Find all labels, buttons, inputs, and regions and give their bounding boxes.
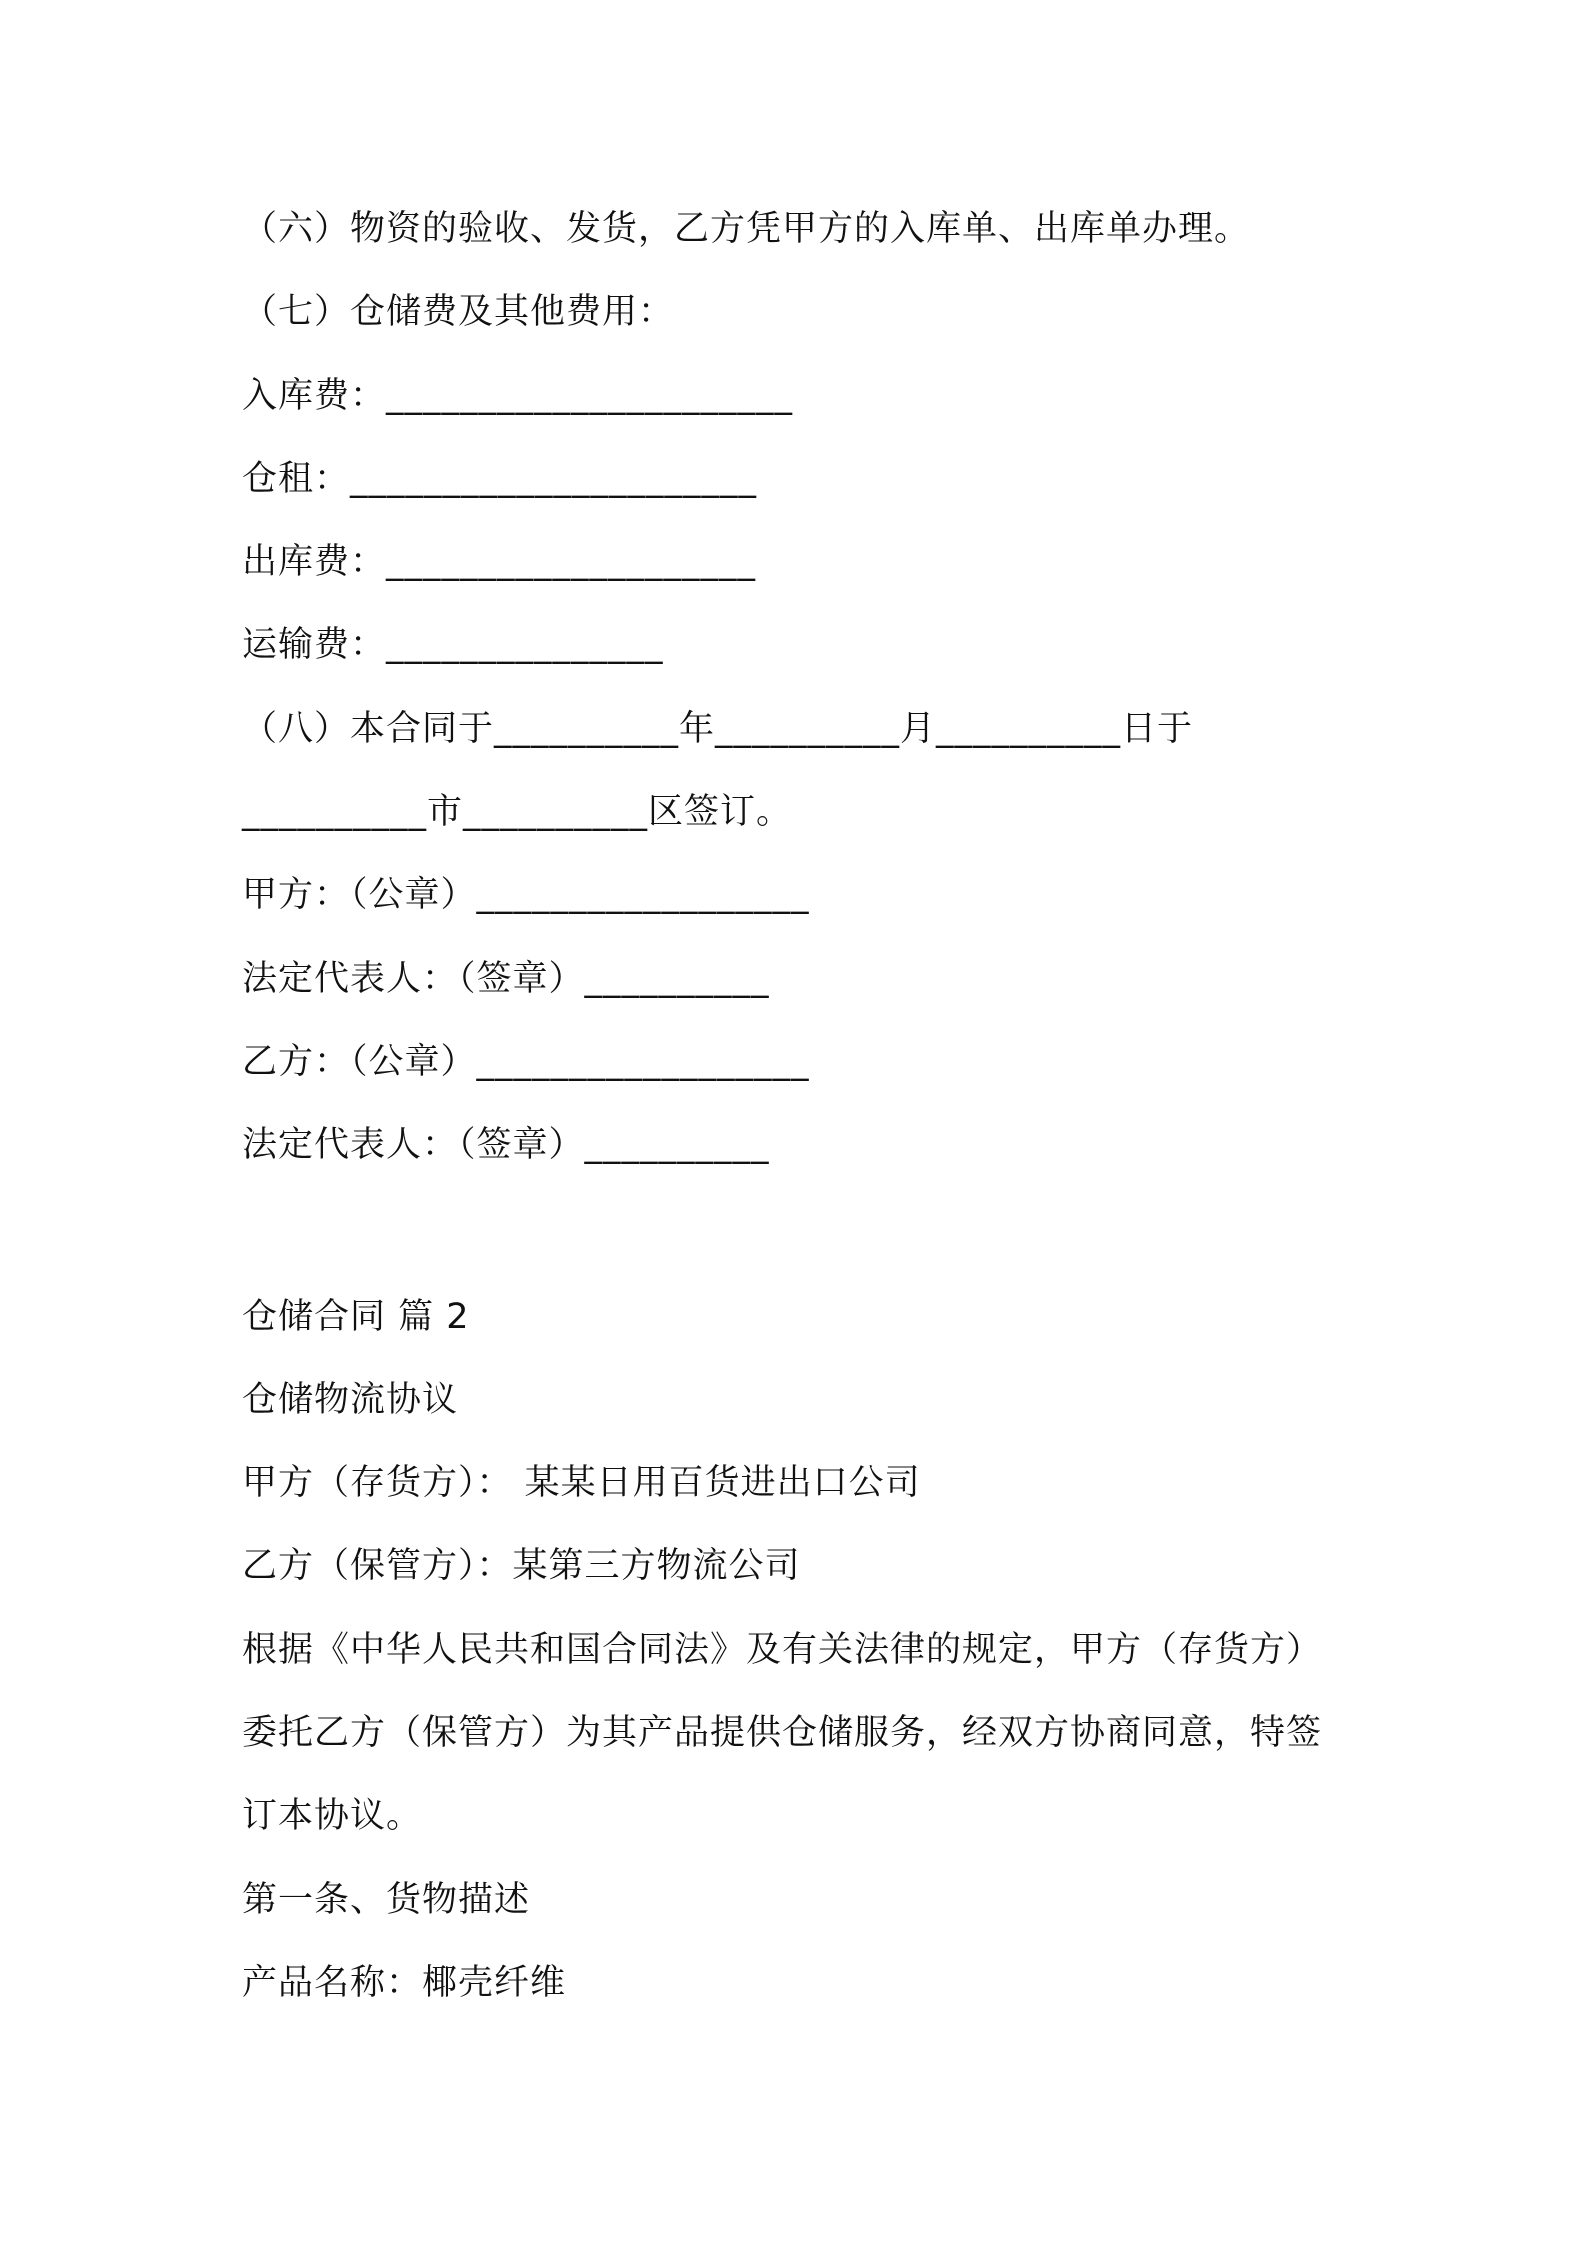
clause-6: （六）物资的验收、发货，乙方凭甲方的入库单、出库单办理。 (242, 209, 1251, 249)
preamble-line-2: 委托乙方（保管方）为其产品提供仓储服务，经双方协商同意，特签 (242, 1713, 1323, 1753)
clause-8-continued: __________市__________区签订。 (242, 792, 793, 832)
preamble-line-3: 订本协议。 (242, 1796, 423, 1836)
fee-warehouse-in: 入库费：______________________ (242, 376, 794, 416)
party-b-seal: 乙方：（公章）__________________ (242, 1042, 810, 1082)
product-name: 产品名称：椰壳纤维 (242, 1963, 567, 2003)
preamble-line-1: 根据《中华人民共和国合同法》及有关法律的规定，甲方（存货方） (242, 1630, 1323, 1670)
party-b-representative: 法定代表人：（签章）__________ (242, 1125, 770, 1165)
article-1-title: 第一条、货物描述 (242, 1880, 531, 1920)
fee-storage-rent: 仓租：______________________ (242, 459, 758, 499)
agreement-title: 仓储物流协议 (242, 1380, 459, 1420)
fee-warehouse-out: 出库费：____________________ (242, 542, 757, 582)
party-a-seal: 甲方：（公章）__________________ (242, 875, 810, 915)
clause-8: （八）本合同于__________年__________月__________日于 (242, 709, 1194, 749)
party-a-representative: 法定代表人：（签章）__________ (242, 959, 770, 999)
clause-7: （七）仓储费及其他费用： (242, 292, 675, 332)
fee-transport: 运输费：_______________ (242, 625, 664, 665)
party-b-name: 乙方（保管方）：某第三方物流公司 (242, 1546, 801, 1586)
section-2-heading: 仓储合同 篇 2 (242, 1297, 470, 1337)
party-a-name: 甲方（存货方）： 某某日用百货进出口公司 (242, 1463, 921, 1503)
